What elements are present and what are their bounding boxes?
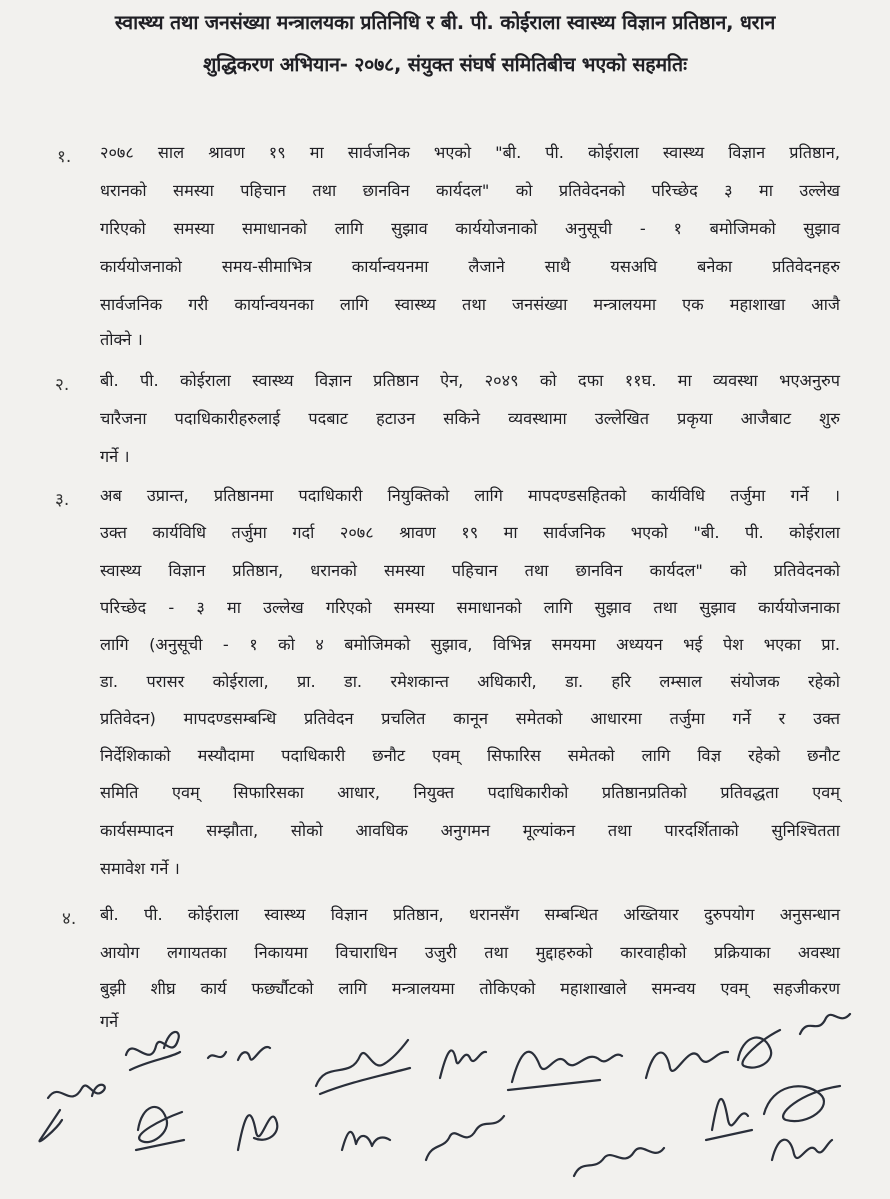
- item-number: २.: [55, 375, 70, 395]
- item-text-line: डा. परासर कोईराला, प्रा. डा. रमेशकान्त अधिकारी, डा. हरि लम्साल संयोजक रहेको: [100, 672, 840, 691]
- item-text-line: बुझी शीघ्र कार्य फर्छ्यौटको लागि मन्त्रालयमा तोकिएको महाशाखाले समन्वय एवम् सहजीकरण: [100, 979, 840, 998]
- item-text-line: चारैजना पदाधिकारीहरुलाई पदबाट हटाउन सकिने व्यवस्थामा उल्लेखित प्रकृया आजैबाट शुरु: [100, 409, 840, 428]
- item-text-line: धरानको समस्या पहिचान तथा छानविन कार्यदल" को प्रतिवेदनको परिच्छेद ३ मा उल्लेख: [100, 181, 840, 200]
- item-text-line: सार्वजनिक गरी कार्यान्वयनका लागि स्वास्थ्य तथा जनसंख्या मन्त्रालयमा एक महाशाखा आजै: [100, 295, 840, 314]
- document-title-line-1: स्वास्थ्य तथा जनसंख्या मन्त्रालयका प्रतिनिधि र बी. पी. कोईराला स्वास्थ्य विज्ञान प्रतिष्ठान, धरान: [114, 11, 776, 34]
- item-text-line: परिच्छेद - ३ मा उल्लेख गरिएको समस्या समाधानको लागि सुझाव तथा सुझाव कार्ययोजनाका: [100, 598, 840, 617]
- item-number: ३.: [55, 490, 70, 510]
- signature-1: [39, 1085, 104, 1142]
- signature-11: [238, 1115, 277, 1150]
- item-text-line: बी. पी. कोईराला स्वास्थ्य विज्ञान प्रतिष्ठान, धरानसँग सम्बन्धित अख्तियार दुरुपयोग अनुसन्धान: [100, 905, 840, 924]
- signature-16: [764, 1086, 840, 1121]
- signature-13: [426, 1116, 504, 1160]
- signature-12: [342, 1132, 390, 1150]
- signature-4: [316, 1040, 410, 1094]
- item-text-line: बी. पी. कोईराला स्वास्थ्य विज्ञान प्रतिष्ठान ऐन, २०४९ को दफा ११घ. मा व्यवस्था भएअनुरुप: [100, 371, 840, 390]
- item-text-line: गरिएको समस्या समाधानको लागि सुझाव कार्ययोजनाको अनुसूची - १ बमोजिमको सुझाव: [100, 219, 840, 238]
- item-text-line: स्वास्थ्य विज्ञान प्रतिष्ठान, धरानको समस्या पहिचान तथा छानविन कार्यदल" को प्रतिवेदनको: [100, 561, 840, 580]
- item-text-line: निर्देशिकाको मस्यौदामा पदाधिकारी छनौट एवम् सिफारिस समेतको लागि विज्ञ रहेको छनौट: [100, 746, 840, 765]
- signature-14: [574, 1148, 664, 1176]
- item-text-line: प्रतिवेदन) मापदण्डसम्बन्धि प्रतिवेदन प्रचलित कानून समेतको आधारमा तर्जुमा गर्ने र उक्त: [100, 709, 840, 728]
- signature-9: [800, 1014, 850, 1034]
- item-text-line: गर्ने ।: [100, 447, 130, 466]
- item-text-line: तोक्ने ।: [100, 330, 143, 349]
- item-text-line: कार्ययोजनाको समय-सीमाभित्र कार्यान्वयनमा लैजाने साथै यसअघि बनेका प्रतिवेदनहरु: [100, 257, 840, 276]
- signature-5: [440, 1050, 486, 1078]
- item-text-line: गर्ने: [100, 1012, 119, 1031]
- signature-10: [136, 1107, 184, 1150]
- signature-15: [706, 1099, 752, 1140]
- item-text-line: अब उप्रान्त, प्रतिष्ठानमा पदाधिकारी नियुक्तिको लागि मापदण्डसहितको कार्यविधि तर्जुमा गर्ने ।: [100, 486, 840, 505]
- item-text-line: लागि (अनुसूची - १ को ४ बमोजिमको सुझाव, विभिन्न समयमा अध्ययन भई पेश भएका प्रा.: [100, 635, 840, 654]
- item-text-line: समिति एवम् सिफारिसका आधार, नियुक्त पदाधिकारीको प्रतिष्ठानप्रतिको प्रतिवद्धता एवम्: [100, 783, 840, 802]
- item-text-line: आयोग लगायतका निकायमा विचाराधिन उजुरी तथा मुद्दाहरुको कारवाहीको प्रक्रियाका अवस्था: [100, 943, 840, 962]
- item-text-line: समावेश गर्ने ।: [100, 859, 180, 878]
- signature-17: [772, 1140, 832, 1160]
- signature-8: [738, 1030, 780, 1068]
- signature-3: [208, 1047, 270, 1060]
- item-text-line: उक्त कार्यविधि तर्जुमा गर्दा २०७८ श्रावण १९ मा सार्वजनिक भएको "बी. पी. कोईराला: [100, 523, 840, 542]
- document-title-line-2: शुद्धिकरण अभियान- २०७८, संयुक्त संघर्ष समितिबीच भएको सहमतिः: [203, 53, 687, 76]
- signature-7: [646, 1052, 728, 1078]
- item-text-line: कार्यसम्पादन सम्झौता, सोको आवधिक अनुगमन मूल्यांकन तथा पारदर्शिताको सुनिश्चितता: [100, 821, 840, 840]
- item-text-line: २०७८ साल श्रावण १९ मा सार्वजनिक भएको "बी. पी. कोईराला स्वास्थ्य विज्ञान प्रतिष्ठान,: [100, 143, 840, 162]
- item-number: ४.: [62, 909, 77, 929]
- item-number: १.: [57, 147, 72, 167]
- signature-2: [126, 1032, 180, 1070]
- signature-6: [508, 1052, 622, 1090]
